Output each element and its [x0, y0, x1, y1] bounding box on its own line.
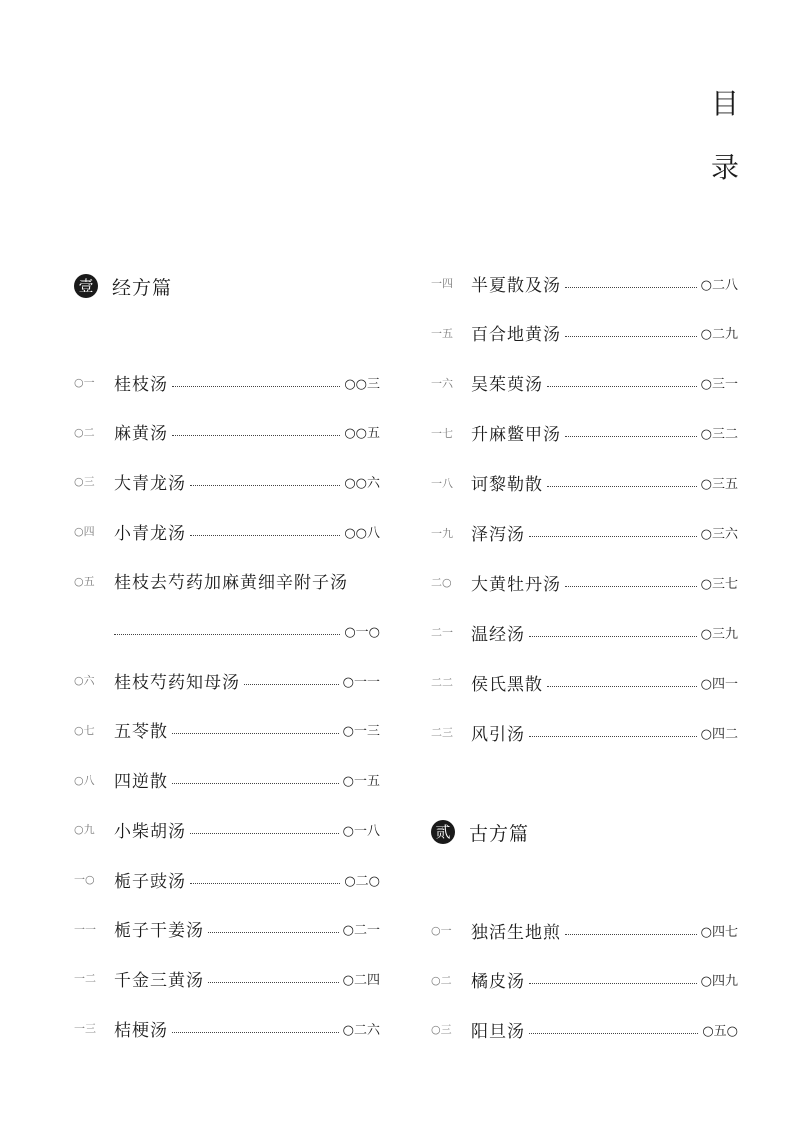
entry-title[interactable]: 独活生地煎 [471, 922, 561, 943]
entry-page-number: ○三二 [700, 427, 738, 443]
section-title: 古方篇 [469, 822, 530, 845]
entry-title[interactable]: 小青龙汤 [114, 523, 186, 544]
dot-leader [529, 636, 697, 637]
entry-title[interactable]: 橘皮汤 [471, 972, 525, 993]
toc-entry[interactable] [74, 1015, 380, 1041]
section-heading [431, 817, 529, 847]
dot-leader [565, 287, 697, 288]
entry-number: 一九 [431, 526, 453, 540]
dot-leader [529, 536, 697, 537]
entry-title[interactable]: 桂枝芍药知母汤 [114, 672, 240, 693]
entry-number: ○三 [74, 475, 95, 489]
entry-number: 二二 [431, 676, 453, 690]
dot-leader [190, 485, 340, 486]
entry-page-number: ○一五 [342, 774, 380, 790]
entry-title[interactable]: 半夏散及汤 [471, 275, 561, 296]
entry-title[interactable]: 温经汤 [471, 624, 525, 645]
entry-title[interactable]: 桂枝汤 [114, 374, 168, 395]
section-badge: 壹 [74, 274, 98, 298]
toc-entry[interactable] [431, 967, 738, 993]
toc-entry[interactable] [74, 717, 380, 743]
entry-page-number: ○一三 [342, 724, 380, 740]
entry-number: 一一 [74, 922, 96, 936]
entry-title[interactable]: 风引汤 [471, 724, 525, 745]
entry-page-number: ○○三 [344, 376, 380, 392]
dot-leader [190, 535, 340, 536]
entry-number: 一○ [74, 873, 95, 886]
toc-entry[interactable] [431, 370, 738, 396]
toc-entry[interactable] [431, 520, 738, 546]
entry-page-number: ○一一 [342, 674, 380, 690]
entry-title[interactable]: 桂枝去芍药加麻黄细辛附子汤 [114, 573, 348, 594]
entry-page-number: ○五○ [702, 1023, 738, 1039]
toc-entry[interactable] [74, 916, 380, 942]
dot-leader [172, 783, 339, 784]
dot-leader [547, 386, 697, 387]
toc-entry[interactable] [431, 420, 738, 446]
entry-title[interactable]: 栀子豉汤 [114, 871, 186, 892]
entry-page-number: ○四二 [700, 726, 738, 742]
dot-leader [529, 983, 697, 984]
entry-number: ○二 [431, 973, 452, 987]
toc-entry[interactable] [431, 917, 738, 943]
toc-entry[interactable] [431, 669, 738, 695]
entry-page-number: ○四七 [700, 924, 738, 940]
entry-page-number: ○二六 [342, 1022, 380, 1038]
entry-title[interactable]: 侯氏黑散 [471, 674, 543, 695]
section-title: 经方篇 [112, 276, 173, 299]
toc-entry[interactable] [74, 369, 380, 395]
dot-leader [529, 736, 697, 737]
entry-number: ○四 [74, 525, 95, 539]
entry-title[interactable]: 栀子干姜汤 [114, 921, 204, 942]
entry-number: 二○ [431, 576, 452, 590]
entry-title[interactable]: 四逆散 [114, 772, 168, 793]
entry-number: ○一 [74, 376, 95, 389]
entry-title[interactable]: 麻黄汤 [114, 424, 168, 445]
page-title-char: 录 [710, 151, 739, 184]
toc-entry[interactable] [431, 719, 738, 745]
entry-page-number: ○三五 [700, 477, 738, 493]
entry-page-number: ○一八 [342, 823, 380, 839]
toc-entry[interactable] [74, 419, 380, 445]
entry-page-number: ○三九 [700, 626, 738, 642]
toc-entry[interactable] [431, 569, 738, 595]
entry-page-number: ○三六 [700, 527, 738, 542]
dot-leader [529, 1033, 698, 1034]
entry-title[interactable]: 桔梗汤 [114, 1020, 168, 1041]
entry-title[interactable]: 阳旦汤 [471, 1021, 525, 1042]
entry-number: 一三 [74, 1022, 96, 1036]
dot-leader [114, 634, 340, 635]
entry-title[interactable]: 升麻鳖甲汤 [471, 425, 561, 446]
dot-leader [208, 982, 339, 983]
entry-number: ○一 [431, 924, 452, 937]
entry-number: 一二 [74, 972, 96, 986]
entry-title[interactable]: 大青龙汤 [114, 473, 186, 494]
dot-leader [565, 336, 697, 337]
toc-entry-continuation [114, 618, 380, 644]
entry-number: ○六 [74, 674, 95, 688]
toc-entry[interactable] [74, 518, 380, 544]
toc-entry[interactable] [431, 470, 738, 496]
entry-number: 一六 [431, 376, 453, 390]
dot-leader [565, 934, 697, 935]
entry-page-number: ○四一 [700, 676, 738, 692]
entry-page-number: ○一○ [344, 625, 380, 640]
toc-entry[interactable] [74, 568, 380, 594]
section-badge: 贰 [431, 820, 455, 844]
toc-entry[interactable] [431, 270, 738, 296]
entry-number: ○七 [74, 723, 95, 737]
dot-leader [190, 883, 340, 884]
entry-number: ○五 [74, 574, 95, 588]
page-title [700, 72, 750, 200]
entry-number: 一四 [431, 277, 453, 290]
entry-title[interactable]: 五苓散 [114, 722, 168, 743]
dot-leader [244, 684, 339, 685]
entry-number: ○三 [431, 1023, 452, 1037]
entry-title[interactable]: 泽泻汤 [471, 525, 525, 545]
entry-title[interactable]: 诃黎勒散 [471, 475, 543, 496]
toc-entry[interactable] [74, 667, 380, 693]
section-heading [74, 271, 172, 301]
entry-title[interactable]: 大黄牡丹汤 [471, 574, 561, 595]
entry-number: 二三 [431, 726, 453, 740]
entry-title[interactable]: 小柴胡汤 [114, 821, 186, 842]
entry-number: 一七 [431, 426, 453, 440]
toc-entry[interactable] [74, 468, 380, 494]
dot-leader [565, 436, 697, 437]
entry-title[interactable]: 吴茱萸汤 [471, 375, 543, 396]
dot-leader [172, 386, 340, 387]
entry-page-number: ○四九 [700, 974, 738, 990]
dot-leader [172, 1032, 339, 1033]
dot-leader [172, 435, 340, 436]
entry-page-number: ○二四 [342, 972, 380, 988]
toc-entry[interactable] [431, 619, 738, 645]
entry-number: ○九 [74, 823, 95, 837]
entry-number: 一八 [431, 476, 453, 490]
dot-leader [190, 833, 339, 834]
toc-entry[interactable] [74, 816, 380, 842]
toc-entry[interactable] [74, 965, 380, 991]
toc-entry[interactable] [431, 1016, 738, 1042]
entry-page-number: ○二○ [344, 873, 380, 889]
entry-page-number: ○○八 [344, 525, 380, 541]
entry-number: ○二 [74, 425, 95, 439]
toc-entry[interactable] [74, 767, 380, 793]
entry-page-number: ○三一 [700, 377, 738, 393]
entry-page-number: ○三七 [700, 576, 738, 592]
dot-leader [565, 586, 697, 587]
entry-number: 二一 [431, 626, 453, 640]
entry-title[interactable]: 千金三黄汤 [114, 970, 204, 991]
entry-page-number: ○○五 [344, 426, 380, 442]
entry-page-number: ○二九 [700, 327, 738, 343]
toc-entry[interactable] [74, 866, 380, 892]
toc-entry[interactable] [431, 320, 738, 346]
dot-leader [547, 686, 697, 687]
dot-leader [172, 733, 339, 734]
dot-leader [547, 486, 697, 487]
page-title-char: 目 [710, 87, 739, 120]
dot-leader [208, 932, 339, 933]
entry-number: 一五 [431, 326, 453, 340]
entry-page-number: ○○六 [344, 475, 380, 491]
entry-number: ○八 [74, 773, 95, 787]
entry-title[interactable]: 百合地黄汤 [471, 325, 561, 346]
entry-page-number: ○二一 [342, 923, 380, 939]
entry-page-number: ○二八 [700, 277, 738, 293]
